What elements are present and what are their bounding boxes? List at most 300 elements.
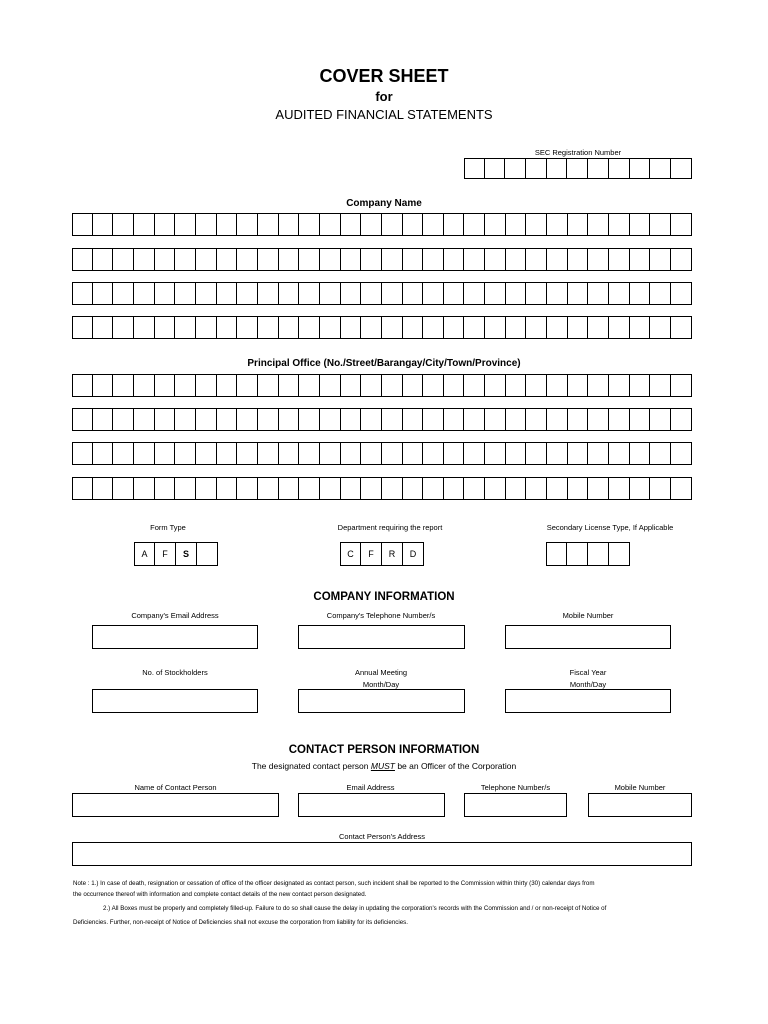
principal-office-row-4-cell[interactable]	[93, 477, 114, 500]
principal-office-row-2-cell[interactable]	[237, 408, 258, 431]
secondary-license-cell[interactable]	[567, 542, 588, 566]
company-name-row-2-cell[interactable]	[134, 248, 155, 271]
page-title: COVER SHEET	[319, 66, 449, 86]
principal-office-row-1-cell[interactable]	[175, 374, 196, 397]
company-name-row-4-cell[interactable]	[113, 316, 134, 339]
fiscal-year-field[interactable]	[505, 689, 671, 713]
contact-person-subtitle: The designated contact person MUST be an Officer of the Corporation	[251, 761, 517, 771]
principal-office-row-3-cell[interactable]	[403, 442, 424, 465]
company-name-row-4-cell[interactable]	[93, 316, 114, 339]
principal-office-row-1[interactable]	[72, 374, 692, 397]
principal-office-row-2-cell[interactable]	[568, 408, 589, 431]
company-name-row-4-cell[interactable]	[403, 316, 424, 339]
principal-office-row-2[interactable]	[72, 408, 692, 431]
principal-office-row-1-cell[interactable]	[609, 374, 630, 397]
company-name-row-2-cell[interactable]	[506, 248, 527, 271]
company-name-row-3-cell[interactable]	[93, 282, 114, 305]
company-name-row-4-cell[interactable]	[609, 316, 630, 339]
company-name-row-4-cell[interactable]	[568, 316, 589, 339]
principal-office-row-4-cell[interactable]	[113, 477, 134, 500]
principal-office-row-2-cell[interactable]	[609, 408, 630, 431]
principal-office-row-3-cell[interactable]	[547, 442, 568, 465]
company-name-row-3-cell[interactable]	[464, 282, 485, 305]
company-name-row-1-cell[interactable]	[568, 213, 589, 236]
principal-office-row-1-cell[interactable]	[403, 374, 424, 397]
company-name-row-2-cell[interactable]	[568, 248, 589, 271]
principal-office-row-3-cell[interactable]	[341, 442, 362, 465]
principal-office-row-2-cell[interactable]	[320, 408, 341, 431]
principal-office-row-1-cell[interactable]	[72, 374, 93, 397]
principal-office-row-3-cell[interactable]	[464, 442, 485, 465]
company-name-row-2[interactable]	[72, 248, 692, 271]
company-name-row-4-cell[interactable]	[547, 316, 568, 339]
principal-office-row-4-cell[interactable]	[382, 477, 403, 500]
principal-office-row-1-cell[interactable]	[258, 374, 279, 397]
company-name-row-4-cell[interactable]	[382, 316, 403, 339]
company-name-row-1-cell[interactable]	[258, 213, 279, 236]
company-name-row-4-cell[interactable]	[237, 316, 258, 339]
principal-office-row-3-cell[interactable]	[196, 442, 217, 465]
company-name-row-1-cell[interactable]	[382, 213, 403, 236]
contact-telephone-field[interactable]	[464, 793, 567, 817]
company-name-row-4-cell[interactable]	[526, 316, 547, 339]
principal-office-row-3-cell[interactable]	[258, 442, 279, 465]
contact-email-field[interactable]	[298, 793, 445, 817]
company-name-row-1-cell[interactable]	[341, 213, 362, 236]
company-name-row-3-cell[interactable]	[341, 282, 362, 305]
principal-office-row-4-cell[interactable]	[403, 477, 424, 500]
company-name-row-4-cell[interactable]	[630, 316, 651, 339]
principal-office-row-4-cell[interactable]	[588, 477, 609, 500]
principal-office-row-1-cell[interactable]	[568, 374, 589, 397]
company-name-row-1-cell[interactable]	[299, 213, 320, 236]
principal-office-row-1-cell[interactable]	[196, 374, 217, 397]
principal-office-row-2-cell[interactable]	[403, 408, 424, 431]
company-name-row-2-cell[interactable]	[299, 248, 320, 271]
principal-office-row-2-cell[interactable]	[258, 408, 279, 431]
principal-office-row-2-cell[interactable]	[155, 408, 176, 431]
company-name-row-1-cell[interactable]	[361, 213, 382, 236]
principal-office-row-4-cell[interactable]	[134, 477, 155, 500]
principal-office-row-2-cell[interactable]	[547, 408, 568, 431]
company-name-row-4-cell[interactable]	[506, 316, 527, 339]
company-name-row-1-cell[interactable]	[423, 213, 444, 236]
principal-office-row-4-cell[interactable]	[568, 477, 589, 500]
company-name-row-1-cell[interactable]	[403, 213, 424, 236]
principal-office-row-3-cell[interactable]	[568, 442, 589, 465]
principal-office-row-1-cell[interactable]	[341, 374, 362, 397]
company-name-row-1[interactable]	[72, 213, 692, 236]
principal-office-row-1-cell[interactable]	[299, 374, 320, 397]
principal-office-row-4-cell[interactable]	[444, 477, 465, 500]
company-name-row-4-cell[interactable]	[464, 316, 485, 339]
stockholders-field[interactable]	[92, 689, 258, 713]
sec-registration-grid-cell[interactable]	[485, 158, 506, 179]
company-name-row-1-cell[interactable]	[588, 213, 609, 236]
sec-registration-grid-cell[interactable]	[609, 158, 630, 179]
sec-registration-grid-cell[interactable]	[505, 158, 526, 179]
company-name-row-2-cell[interactable]	[320, 248, 341, 271]
principal-office-row-4-cell[interactable]	[423, 477, 444, 500]
note-2-line-1: 2.) All Boxes must be properly and completely filled-up. Failure to do so shall cause the delay in updating the corporation's records with the Commission and / or non-receipt of Notice of	[103, 905, 607, 912]
company-name-row-4-cell[interactable]	[650, 316, 671, 339]
form-type-cell[interactable]: A	[134, 542, 155, 566]
principal-office-row-1-cell[interactable]	[506, 374, 527, 397]
company-name-row-3-cell[interactable]	[299, 282, 320, 305]
principal-office-row-4-cell[interactable]	[464, 477, 485, 500]
principal-office-row-1-cell[interactable]	[134, 374, 155, 397]
company-name-row-4-cell[interactable]	[134, 316, 155, 339]
principal-office-row-2-cell[interactable]	[72, 408, 93, 431]
principal-office-row-4-cell[interactable]	[279, 477, 300, 500]
principal-office-row-2-cell[interactable]	[444, 408, 465, 431]
company-name-row-2-cell[interactable]	[630, 248, 651, 271]
company-name-row-3-cell[interactable]	[361, 282, 382, 305]
company-name-row-2-cell[interactable]	[464, 248, 485, 271]
principal-office-row-4-cell[interactable]	[609, 477, 630, 500]
sec-registration-grid-cell[interactable]	[650, 158, 671, 179]
company-name-row-3-cell[interactable]	[650, 282, 671, 305]
company-name-row-3-cell[interactable]	[526, 282, 547, 305]
principal-office-row-3-cell[interactable]	[609, 442, 630, 465]
principal-office-row-1-cell[interactable]	[588, 374, 609, 397]
principal-office-row-1-cell[interactable]	[320, 374, 341, 397]
form-type-grid[interactable]	[134, 542, 218, 566]
principal-office-row-2-cell[interactable]	[506, 408, 527, 431]
principal-office-row-2-cell[interactable]	[650, 408, 671, 431]
principal-office-row-4-cell[interactable]	[299, 477, 320, 500]
company-name-row-2-cell[interactable]	[403, 248, 424, 271]
principal-office-row-4-cell[interactable]	[155, 477, 176, 500]
secondary-license-cell[interactable]	[546, 542, 567, 566]
principal-office-row-3-cell[interactable]	[630, 442, 651, 465]
company-name-row-2-cell[interactable]	[279, 248, 300, 271]
sec-registration-grid-cell[interactable]	[630, 158, 651, 179]
company-name-row-4-cell[interactable]	[279, 316, 300, 339]
principal-office-row-3-cell[interactable]	[444, 442, 465, 465]
company-name-row-2-cell[interactable]	[113, 248, 134, 271]
form-type-cell[interactable]: F	[155, 542, 176, 566]
principal-office-row-1-cell[interactable]	[630, 374, 651, 397]
principal-office-row-1-cell[interactable]	[485, 374, 506, 397]
contact-name-label: Name of Contact Person	[134, 783, 217, 792]
principal-office-row-2-cell[interactable]	[175, 408, 196, 431]
company-name-row-4[interactable]	[72, 316, 692, 339]
company-name-row-4-cell[interactable]	[175, 316, 196, 339]
principal-office-row-3-cell[interactable]	[113, 442, 134, 465]
company-name-row-1-cell[interactable]	[526, 213, 547, 236]
company-name-row-2-cell[interactable]	[258, 248, 279, 271]
principal-office-row-1-cell[interactable]	[650, 374, 671, 397]
principal-office-row-1-cell[interactable]	[155, 374, 176, 397]
company-name-label: Company Name	[346, 198, 422, 209]
company-name-row-2-cell[interactable]	[526, 248, 547, 271]
principal-office-row-3-cell[interactable]	[526, 442, 547, 465]
principal-office-row-3-cell[interactable]	[279, 442, 300, 465]
contact-mobile-field[interactable]	[588, 793, 692, 817]
department-cell[interactable]: D	[403, 542, 424, 566]
principal-office-row-3-cell[interactable]	[671, 442, 692, 465]
company-name-row-1-cell[interactable]	[72, 213, 93, 236]
principal-office-row-2-cell[interactable]	[134, 408, 155, 431]
principal-office-row-4-cell[interactable]	[196, 477, 217, 500]
sec-registration-grid[interactable]	[464, 158, 692, 179]
company-name-row-2-cell[interactable]	[609, 248, 630, 271]
principal-office-row-2-cell[interactable]	[630, 408, 651, 431]
secondary-license-label: Secondary License Type, If Applicable	[546, 523, 674, 532]
principal-office-label: Principal Office (No./Street/Barangay/City/Town/Province)	[247, 358, 521, 369]
principal-office-row-3-cell[interactable]	[93, 442, 114, 465]
principal-office-row-3[interactable]	[72, 442, 692, 465]
company-name-row-4-cell[interactable]	[485, 316, 506, 339]
principal-office-row-1-cell[interactable]	[671, 374, 692, 397]
principal-office-row-1-cell[interactable]	[113, 374, 134, 397]
company-name-row-4-cell[interactable]	[217, 316, 238, 339]
company-email-field[interactable]	[92, 625, 258, 649]
company-name-row-3-cell[interactable]	[217, 282, 238, 305]
sec-registration-grid-cell[interactable]	[526, 158, 547, 179]
company-name-row-4-cell[interactable]	[72, 316, 93, 339]
company-name-row-3-cell[interactable]	[134, 282, 155, 305]
company-name-row-4-cell[interactable]	[155, 316, 176, 339]
principal-office-row-4-cell[interactable]	[341, 477, 362, 500]
company-name-row-4-cell[interactable]	[671, 316, 692, 339]
sec-registration-grid-cell[interactable]	[567, 158, 588, 179]
company-name-row-1-cell[interactable]	[279, 213, 300, 236]
company-name-row-2-cell[interactable]	[341, 248, 362, 271]
secondary-license-grid[interactable]	[546, 542, 630, 566]
principal-office-row-3-cell[interactable]	[423, 442, 444, 465]
department-cell[interactable]: R	[382, 542, 403, 566]
principal-office-row-4-cell[interactable]	[630, 477, 651, 500]
company-name-row-4-cell[interactable]	[361, 316, 382, 339]
sec-registration-grid-cell[interactable]	[588, 158, 609, 179]
company-telephone-field[interactable]	[298, 625, 465, 649]
contact-person-title: CONTACT PERSON INFORMATION	[288, 744, 480, 756]
company-name-row-3-cell[interactable]	[588, 282, 609, 305]
company-name-row-4-cell[interactable]	[423, 316, 444, 339]
company-name-row-3-cell[interactable]	[258, 282, 279, 305]
secondary-license-cell[interactable]	[609, 542, 630, 566]
company-name-row-1-cell[interactable]	[196, 213, 217, 236]
principal-office-row-1-cell[interactable]	[547, 374, 568, 397]
form-type-cell[interactable]: S	[176, 542, 197, 566]
company-information-title: COMPANY INFORMATION	[313, 591, 455, 603]
company-name-row-2-cell[interactable]	[547, 248, 568, 271]
company-name-row-4-cell[interactable]	[444, 316, 465, 339]
company-name-row-4-cell[interactable]	[258, 316, 279, 339]
department-cell[interactable]: F	[361, 542, 382, 566]
company-name-row-3-cell[interactable]	[630, 282, 651, 305]
principal-office-row-3-cell[interactable]	[72, 442, 93, 465]
company-name-row-2-cell[interactable]	[485, 248, 506, 271]
principal-office-row-4-cell[interactable]	[175, 477, 196, 500]
company-name-row-3-cell[interactable]	[403, 282, 424, 305]
principal-office-row-1-cell[interactable]	[237, 374, 258, 397]
principal-office-row-4[interactable]	[72, 477, 692, 500]
principal-office-row-1-cell[interactable]	[464, 374, 485, 397]
sec-registration-grid-cell[interactable]	[671, 158, 692, 179]
company-name-row-3-cell[interactable]	[671, 282, 692, 305]
company-name-row-2-cell[interactable]	[588, 248, 609, 271]
sec-registration-grid-cell[interactable]	[464, 158, 485, 179]
company-name-row-2-cell[interactable]	[217, 248, 238, 271]
principal-office-row-2-cell[interactable]	[526, 408, 547, 431]
company-name-row-3[interactable]	[72, 282, 692, 305]
company-name-row-4-cell[interactable]	[320, 316, 341, 339]
company-name-row-3-cell[interactable]	[485, 282, 506, 305]
principal-office-row-3-cell[interactable]	[361, 442, 382, 465]
principal-office-row-2-cell[interactable]	[382, 408, 403, 431]
company-name-row-2-cell[interactable]	[444, 248, 465, 271]
company-name-row-3-cell[interactable]	[609, 282, 630, 305]
principal-office-row-2-cell[interactable]	[93, 408, 114, 431]
principal-office-row-1-cell[interactable]	[361, 374, 382, 397]
company-name-row-1-cell[interactable]	[671, 213, 692, 236]
annual-meeting-field[interactable]	[298, 689, 465, 713]
company-name-row-2-cell[interactable]	[671, 248, 692, 271]
company-name-row-2-cell[interactable]	[237, 248, 258, 271]
principal-office-row-1-cell[interactable]	[93, 374, 114, 397]
company-name-row-2-cell[interactable]	[93, 248, 114, 271]
company-name-row-2-cell[interactable]	[650, 248, 671, 271]
company-name-row-1-cell[interactable]	[485, 213, 506, 236]
company-mobile-field[interactable]	[505, 625, 671, 649]
company-name-row-1-cell[interactable]	[320, 213, 341, 236]
principal-office-row-3-cell[interactable]	[155, 442, 176, 465]
sec-registration-grid-cell[interactable]	[547, 158, 568, 179]
company-name-row-1-cell[interactable]	[93, 213, 114, 236]
company-name-row-3-cell[interactable]	[547, 282, 568, 305]
company-name-row-2-cell[interactable]	[196, 248, 217, 271]
company-name-row-1-cell[interactable]	[444, 213, 465, 236]
company-name-row-2-cell[interactable]	[72, 248, 93, 271]
principal-office-row-1-cell[interactable]	[382, 374, 403, 397]
company-name-row-3-cell[interactable]	[568, 282, 589, 305]
principal-office-row-4-cell[interactable]	[526, 477, 547, 500]
principal-office-row-3-cell[interactable]	[134, 442, 155, 465]
company-name-row-1-cell[interactable]	[113, 213, 134, 236]
principal-office-row-2-cell[interactable]	[217, 408, 238, 431]
principal-office-row-4-cell[interactable]	[258, 477, 279, 500]
principal-office-row-2-cell[interactable]	[113, 408, 134, 431]
principal-office-row-3-cell[interactable]	[506, 442, 527, 465]
company-telephone-label: Company's Telephone Number/s	[326, 611, 436, 620]
company-name-row-2-cell[interactable]	[361, 248, 382, 271]
company-name-row-1-cell[interactable]	[134, 213, 155, 236]
form-type-cell[interactable]	[197, 542, 218, 566]
sec-registration-label: SEC Registration Number	[534, 148, 622, 157]
note-1-line-2: the occurrence thereof with information and complete contact details of the new contact person designated.	[73, 891, 367, 898]
principal-office-row-3-cell[interactable]	[382, 442, 403, 465]
principal-office-row-2-cell[interactable]	[361, 408, 382, 431]
principal-office-row-2-cell[interactable]	[464, 408, 485, 431]
principal-office-row-2-cell[interactable]	[196, 408, 217, 431]
principal-office-row-4-cell[interactable]	[671, 477, 692, 500]
principal-office-row-2-cell[interactable]	[671, 408, 692, 431]
company-name-row-4-cell[interactable]	[341, 316, 362, 339]
principal-office-row-4-cell[interactable]	[320, 477, 341, 500]
company-name-row-3-cell[interactable]	[175, 282, 196, 305]
company-name-row-3-cell[interactable]	[196, 282, 217, 305]
company-name-row-1-cell[interactable]	[506, 213, 527, 236]
principal-office-row-4-cell[interactable]	[217, 477, 238, 500]
company-name-row-3-cell[interactable]	[113, 282, 134, 305]
principal-office-row-4-cell[interactable]	[547, 477, 568, 500]
company-name-row-4-cell[interactable]	[196, 316, 217, 339]
principal-office-row-4-cell[interactable]	[72, 477, 93, 500]
company-name-row-3-cell[interactable]	[237, 282, 258, 305]
principal-office-row-4-cell[interactable]	[237, 477, 258, 500]
principal-office-row-2-cell[interactable]	[588, 408, 609, 431]
principal-office-row-3-cell[interactable]	[217, 442, 238, 465]
principal-office-row-4-cell[interactable]	[485, 477, 506, 500]
principal-office-row-4-cell[interactable]	[506, 477, 527, 500]
principal-office-row-3-cell[interactable]	[588, 442, 609, 465]
principal-office-row-1-cell[interactable]	[526, 374, 547, 397]
company-name-row-2-cell[interactable]	[175, 248, 196, 271]
company-name-row-1-cell[interactable]	[650, 213, 671, 236]
principal-office-row-3-cell[interactable]	[299, 442, 320, 465]
principal-office-row-4-cell[interactable]	[650, 477, 671, 500]
principal-office-row-4-cell[interactable]	[361, 477, 382, 500]
company-name-row-3-cell[interactable]	[155, 282, 176, 305]
company-name-row-1-cell[interactable]	[547, 213, 568, 236]
principal-office-row-2-cell[interactable]	[299, 408, 320, 431]
company-name-row-3-cell[interactable]	[444, 282, 465, 305]
principal-office-row-1-cell[interactable]	[444, 374, 465, 397]
principal-office-row-1-cell[interactable]	[423, 374, 444, 397]
company-name-row-2-cell[interactable]	[423, 248, 444, 271]
secondary-license-cell[interactable]	[588, 542, 609, 566]
principal-office-row-2-cell[interactable]	[279, 408, 300, 431]
contact-telephone-label: Telephone Number/s	[480, 783, 551, 792]
company-name-row-1-cell[interactable]	[217, 213, 238, 236]
company-name-row-2-cell[interactable]	[382, 248, 403, 271]
company-name-row-1-cell[interactable]	[464, 213, 485, 236]
company-name-row-3-cell[interactable]	[382, 282, 403, 305]
principal-office-row-3-cell[interactable]	[485, 442, 506, 465]
company-name-row-3-cell[interactable]	[320, 282, 341, 305]
company-name-row-3-cell[interactable]	[506, 282, 527, 305]
principal-office-row-3-cell[interactable]	[237, 442, 258, 465]
contact-address-field[interactable]	[72, 842, 692, 866]
company-name-row-3-cell[interactable]	[279, 282, 300, 305]
department-cell[interactable]: C	[340, 542, 361, 566]
principal-office-row-3-cell[interactable]	[650, 442, 671, 465]
company-name-row-1-cell[interactable]	[609, 213, 630, 236]
company-name-row-4-cell[interactable]	[588, 316, 609, 339]
principal-office-row-1-cell[interactable]	[217, 374, 238, 397]
company-name-row-3-cell[interactable]	[72, 282, 93, 305]
principal-office-row-2-cell[interactable]	[485, 408, 506, 431]
company-name-row-1-cell[interactable]	[630, 213, 651, 236]
company-name-row-1-cell[interactable]	[175, 213, 196, 236]
company-name-row-1-cell[interactable]	[155, 213, 176, 236]
principal-office-row-3-cell[interactable]	[320, 442, 341, 465]
contact-name-field[interactable]	[72, 793, 279, 817]
note-2-line-2: Deficiencies. Further, non-receipt of Notice of Deficiencies shall not excuse the corporation from liability for its deficiencies.	[73, 919, 408, 926]
principal-office-row-2-cell[interactable]	[341, 408, 362, 431]
principal-office-row-2-cell[interactable]	[423, 408, 444, 431]
company-name-row-2-cell[interactable]	[155, 248, 176, 271]
principal-office-row-3-cell[interactable]	[175, 442, 196, 465]
company-name-row-4-cell[interactable]	[299, 316, 320, 339]
principal-office-row-1-cell[interactable]	[279, 374, 300, 397]
company-name-row-1-cell[interactable]	[237, 213, 258, 236]
company-name-row-3-cell[interactable]	[423, 282, 444, 305]
department-grid[interactable]	[340, 542, 424, 566]
